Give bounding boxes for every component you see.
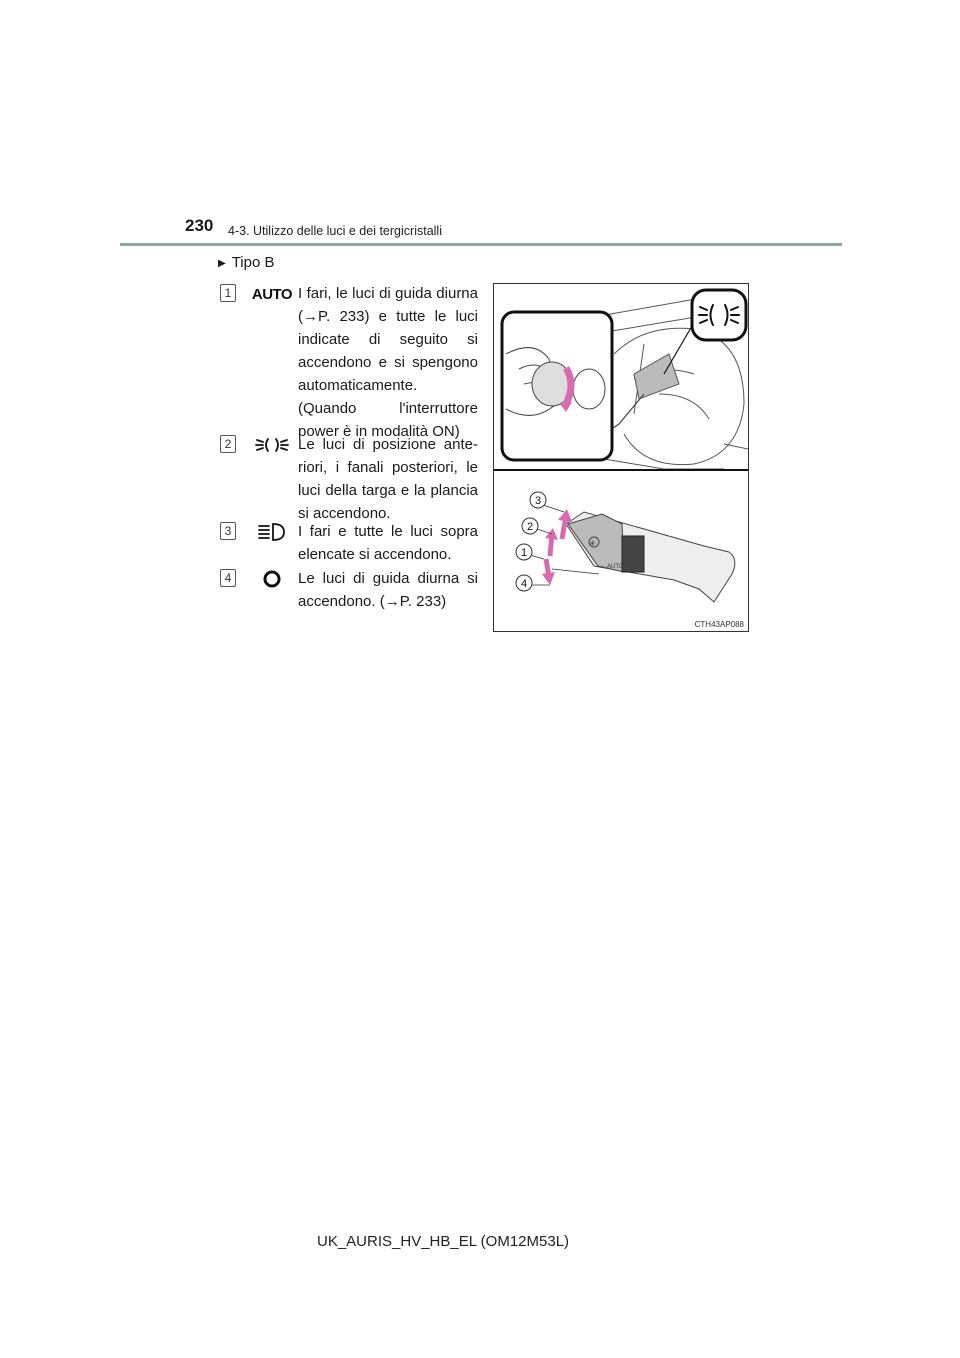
svg-text:✳: ✳: [589, 539, 596, 548]
item-description: Le luci di guida diurna si accendono. (→P. 233): [298, 570, 478, 610]
item-number: 2: [220, 435, 236, 453]
type-label-text: Tipo B: [231, 254, 275, 271]
figure-callout-1: 1: [520, 547, 528, 559]
auto-icon: AUTO: [251, 285, 293, 303]
figure-callout-4: 4: [520, 578, 528, 590]
figure-callout-3: 3: [534, 495, 542, 507]
drl-icon: [250, 567, 294, 591]
lever-auto-label: AUTO: [607, 564, 624, 570]
item-number: 1: [220, 284, 236, 302]
item-description: Le luci di posizione ante-riori, i fanali posteriori, le luci della targa e la plancia si accendono.: [298, 436, 478, 522]
item-number: 3: [220, 522, 236, 540]
position-lights-icon: [250, 433, 294, 457]
item-description: I fari, le luci di guida diurna (→P. 233) e tutte le luci indicate di seguito si accendono e si spengono automaticamente. (Quando l'interruttore power è in modalità ON): [298, 285, 478, 440]
item-number: 4: [220, 569, 236, 587]
light-switch-illustration: [493, 283, 749, 632]
type-label: [218, 254, 275, 271]
figure-code: CTH43AP088: [694, 620, 744, 629]
document-footer: UK_AURIS_HV_HB_EL (OM12M53L): [317, 1233, 570, 1250]
header-rule: [120, 243, 842, 246]
page-number: 230: [185, 216, 214, 235]
item-description: I fari e tutte le luci sopra elencate si accendono.: [298, 523, 478, 563]
section-title: 4-3. Utilizzo delle luci e dei tergicristalli: [228, 224, 442, 238]
combination-switch-lever: [566, 512, 735, 602]
headlight-icon: [250, 520, 294, 544]
triangle-bullet-icon: ▶: [218, 258, 226, 269]
figure-callout-2: 2: [526, 521, 534, 533]
